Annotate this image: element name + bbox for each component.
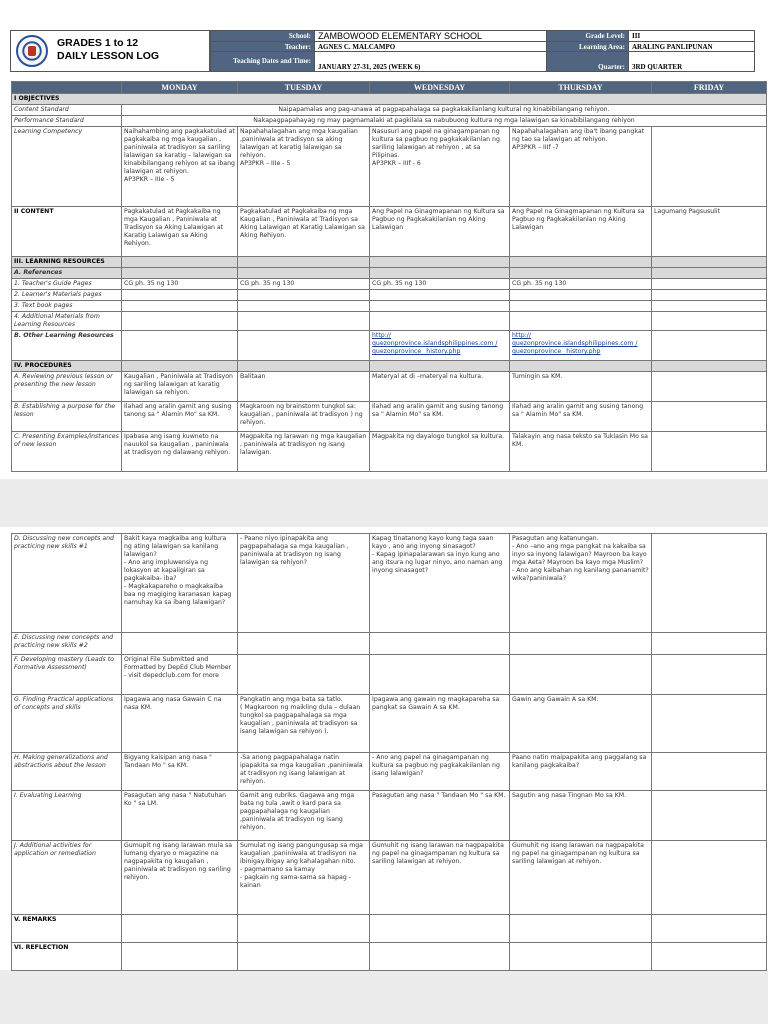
resource-link[interactable]: http:// quezonprovince.islandsphilippines.com / quezonprovince_ history.php bbox=[510, 331, 652, 361]
procedure-cell bbox=[652, 432, 767, 472]
resources-heading: III. LEARNING RESOURCES bbox=[12, 257, 122, 268]
competency-cell bbox=[652, 127, 767, 207]
area-value: ARALING PANLIPUNAN bbox=[629, 42, 755, 52]
procedure-row bbox=[12, 841, 767, 915]
teacher-value: AGNES C. MALCAMPO bbox=[315, 42, 547, 52]
tg-pages-label: 1. Teacher's Guide Pages bbox=[12, 279, 122, 290]
content-cell: Pagkakatulad at Pagkakaiba ng mga Kaugalian , Paniniwala at Tradisyon sa Aking Lalawigan at Karatig Lalawigan sa Aking Rehiyon. bbox=[122, 207, 238, 257]
procedure-cell: Ipagawa ang nasa Gawain C na nasa KM. bbox=[122, 695, 238, 753]
procedure-cell: Balitaan bbox=[238, 372, 370, 402]
objectives-heading: I OBJECTIVES bbox=[12, 94, 767, 105]
procedure-cell: - Paano niyo ipinapakita ang pagpapahalaga sa mga kaugalian , paniniwala at tradisyon ng isang lalawigan sa rehiyon? bbox=[238, 534, 370, 633]
tg-pages-cell: CG ph. 35 ng 130 bbox=[122, 279, 238, 290]
tg-pages-cell: CG ph. 35 ng 130 bbox=[370, 279, 510, 290]
day-header: TUESDAY bbox=[238, 82, 370, 94]
references-label: A. References bbox=[12, 268, 122, 279]
procedure-row bbox=[12, 655, 767, 695]
grade-label: Grade Level: bbox=[547, 31, 629, 42]
procedure-cell: Sagutin ang nasa Tingnan Mo sa KM. bbox=[510, 791, 652, 841]
procedure-row bbox=[12, 695, 767, 753]
teacher-label: Teacher: bbox=[211, 42, 315, 52]
content-cell: Pagkakatulad at Pagkakaiba ng mga Kaugalian , Paniniwala at Tradisyon sa Aking Lalawigan at Karatig Lalawigan sa Aking Rehiyon. bbox=[238, 207, 370, 257]
lesson-log-table-2 bbox=[11, 533, 767, 971]
procedure-label: J. Additional activities for application or remediation bbox=[12, 841, 122, 915]
other-resources-cell bbox=[238, 331, 370, 361]
procedure-row bbox=[12, 791, 767, 841]
procedure-cell: Gumuhit ng isang larawan na nagpapakita ng papel na ginagampanan ng kultura sa sariling lalawigan at rehiyon. bbox=[510, 841, 652, 915]
procedure-cell: Talakayin ang nasa teksto sa Tuklasin Mo sa KM. bbox=[510, 432, 652, 472]
procedures-heading: IV. PROCEDURES bbox=[12, 361, 122, 372]
quarter-value: 3RD QUARTER bbox=[629, 52, 755, 72]
lm-pages-label: 2. Learner's Materials pages bbox=[12, 290, 122, 301]
lesson-log-page-2 bbox=[0, 527, 768, 970]
procedure-cell bbox=[652, 633, 767, 655]
procedure-cell: Pasagutan ang nasa " Tandaan Mo " sa KM. bbox=[370, 791, 510, 841]
school-value: ZAMBOWOOD ELEMENTARY SCHOOL bbox=[315, 31, 547, 42]
content-cell: Ang Papel na Ginagmapanan ng Kultura sa Pagbuo ng Pagkakakilanlan ng Aking Lalawigan bbox=[510, 207, 652, 257]
other-resources-label: B. Other Learning Resources bbox=[12, 331, 122, 361]
procedure-cell: Magpakita ng larawan ng mga kaugalian , paniniwala at tradisyon ng isang lalawigan. bbox=[238, 432, 370, 472]
grade-value: III bbox=[629, 31, 755, 42]
area-label: Learning Area: bbox=[547, 42, 629, 52]
procedure-row bbox=[12, 402, 767, 432]
lesson-log-page-1 bbox=[0, 0, 768, 479]
procedure-cell bbox=[652, 655, 767, 695]
procedure-cell: Gawin ang Gawain A sa KM. bbox=[510, 695, 652, 753]
procedure-label: C. Presenting Examples/instances of new lesson bbox=[12, 432, 122, 472]
procedure-row bbox=[12, 372, 767, 402]
procedure-cell: Ilahad ang aralin gamit ang susing tanong sa " Alamin Mo" sa KM. bbox=[370, 402, 510, 432]
procedure-cell: Gumupit ng isang larawan mula sa lumang dyaryo o magazine na nagpapakita ng kaugalian , paniniwala at tradisyon ng sariling rehiyon. bbox=[122, 841, 238, 915]
content-standard-text: Naipapamalas ang pag-unawa at pagpapahalaga sa pagkakakilanlang kultural ng kinabibilangang rehiyon. bbox=[122, 105, 767, 116]
tg-pages-cell: CG ph. 35 ng 130 bbox=[238, 279, 370, 290]
procedure-cell: Ilahad ang aralin gamit ang susing tanong sa " Alamin Mo" sa KM. bbox=[510, 402, 652, 432]
procedure-cell bbox=[652, 372, 767, 402]
textbook-pages-label: 3. Text book pages bbox=[12, 301, 122, 312]
dates-label: Teaching Dates and Time: bbox=[211, 52, 315, 72]
procedure-cell: Materyal at di –materyal na kultura. bbox=[370, 372, 510, 402]
tg-pages-cell bbox=[652, 279, 767, 290]
procedure-cell: Gamit ang rubriks. Gagawa ang mga bata ng tula ,awit o kard para sa pagpapahalaga ng kaugalian ,paniniwala at tradisyon ng isang rehiyon. bbox=[238, 791, 370, 841]
remarks-label: V. REMARKS bbox=[12, 915, 122, 943]
content-standard-label: Content Standard bbox=[12, 105, 122, 116]
content-cell: Ang Papel na Ginagmapanan ng Kultura sa Pagbuo ng Pagkakakilanlan ng Aking Lalawigan bbox=[370, 207, 510, 257]
procedure-cell: Gumuhit ng isang larawan na nagpapakita ng papel na ginagampanan ng kultura sa sariling lalawigan at rehiyon. bbox=[370, 841, 510, 915]
procedure-label: B. Establishing a purpose for the lesson bbox=[12, 402, 122, 432]
procedure-label: I. Evaluating Learning bbox=[12, 791, 122, 841]
procedure-cell bbox=[510, 633, 652, 655]
procedure-cell bbox=[510, 655, 652, 695]
procedure-cell: Paano natin maipapakita ang paggalang sa kanilang pagkakaiba? bbox=[510, 753, 652, 791]
procedure-cell: Pasagutan ang katanungan. - Ano –ano ang mga pangkat na kakaiba sa inyo sa inyong lalawigan? Mayroon ba kayo mga Aeta? Mayroon ba kayo mga Muslim? - Ano ang kaibahan ng kanilang pananamit?wika?paniniwala? bbox=[510, 534, 652, 633]
competency-label: Learning Competency bbox=[12, 127, 122, 207]
procedure-cell: Bigyang kaisipan ang nasa " Tandaan Mo " sa KM. bbox=[122, 753, 238, 791]
procedure-cell bbox=[652, 841, 767, 915]
other-resources-cell bbox=[652, 331, 767, 361]
corner-cell bbox=[12, 82, 122, 94]
procedure-cell bbox=[370, 655, 510, 695]
procedure-row bbox=[12, 753, 767, 791]
procedure-cell bbox=[652, 402, 767, 432]
procedure-cell: Pangkatin ang mga bata sa tatlo. ( Magkaroon ng maikling dula – dulaan tungkol sa pagpapahalaga sa mga kaugalian , paniniwala at tradisyon sa isang lalawigan sa rehiyon ). bbox=[238, 695, 370, 753]
reflection-label: VI. REFLECTION bbox=[12, 943, 122, 971]
day-header-row bbox=[12, 82, 767, 94]
lesson-log-table-1 bbox=[11, 81, 767, 472]
header-info-table bbox=[210, 30, 755, 72]
procedure-cell bbox=[652, 695, 767, 753]
header-title-box bbox=[10, 30, 210, 72]
quarter-label: Quarter: bbox=[547, 52, 629, 72]
day-header: MONDAY bbox=[122, 82, 238, 94]
resource-link[interactable]: http:// quezonprovince.islandsphilippines.com / quezonprovince_ history.php bbox=[370, 331, 510, 361]
content-cell: Lagumang Pagsusulit bbox=[652, 207, 767, 257]
procedure-cell: Pasagutan ang nasa " Natutuhan Ko " sa LM. bbox=[122, 791, 238, 841]
procedure-row bbox=[12, 534, 767, 633]
tg-pages-cell: CG ph. 35 ng 130 bbox=[510, 279, 652, 290]
additional-materials-label: 4. Additional Materials from Learning Resources bbox=[12, 312, 122, 331]
procedure-cell: Sumulat ng isang pangungusap sa mga kaugalian ,paniniwala at tradisyon na ibinigay.Ibigay ang kahalagahan nito. - pagmamano sa kamay - pagkain ng sama-sama sa hapag - kainan bbox=[238, 841, 370, 915]
other-resources-cell bbox=[122, 331, 238, 361]
competency-cell: Naihahambing ang pagkakatulad at pagkakaiba ng mga kaugalian , paniniwala at tradisyon sa sariling lalawigan sa karatig – lalawigan sa kinabibilangang rehiyon at sa ibang lalawigan at rehiyon. AP3PKR – IIIe - 5 bbox=[122, 127, 238, 207]
school-label: School: bbox=[211, 31, 315, 42]
procedure-cell bbox=[122, 633, 238, 655]
procedure-label: F. Developing mastery (Leads to Formative Assessment) bbox=[12, 655, 122, 695]
title-line-2: DAILY LESSON LOG bbox=[57, 50, 160, 62]
procedure-cell: Kapag tinatanong kayo kung taga saan kayo , ano ang inyong sinasagot? - Kapag ipinapalarawan sa inyo kung ano ang itsura ng lugar ninyo, ano naman ang inyong sinasagot? bbox=[370, 534, 510, 633]
procedure-cell: - Ano ang papel na ginagampanan ng kultura sa pagbuo ng pagkakakilanlan ng isang lalawigan? bbox=[370, 753, 510, 791]
day-header: THURSDAY bbox=[510, 82, 652, 94]
procedure-label: G. Finding Practical applications of concepts and skills bbox=[12, 695, 122, 753]
procedure-label: H. Making generalizations and abstractions about the lesson bbox=[12, 753, 122, 791]
procedure-cell: Ipabasa ang isang kuwneto na nauukol sa kaugalian , paniniwala at tradisyon ng dalawang rehiyon. bbox=[122, 432, 238, 472]
competency-cell: Nasusuri ang papel na ginagampanan ng kultura sa pagbuo ng pagkakakilanlan ng sariling lalawigan at rehiyon , at sa Pilipinas. AP3PKR – IIIf - 6 bbox=[370, 127, 510, 207]
procedure-row bbox=[12, 633, 767, 655]
procedure-cell: Ipagawa ang gawain ng magkapareha sa pangkat sa Gawain A sa KM. bbox=[370, 695, 510, 753]
procedure-cell: -Sa anong pagpapahalaga natin ipapakita sa mga kaugalian ,paniniwala at tradisyon ng isang lalawigan at rehiyon. bbox=[238, 753, 370, 791]
procedure-cell: Magpakita ng dayalogo tungkol sa kultura. bbox=[370, 432, 510, 472]
procedure-cell bbox=[652, 791, 767, 841]
performance-standard-label: Performance Standard bbox=[12, 116, 122, 127]
procedure-cell bbox=[238, 655, 370, 695]
procedure-cell: Tumingin sa KM. bbox=[510, 372, 652, 402]
procedure-cell: Bakit kaya magkaiba ang kultura ng ating lalawigan sa kanilang lalawigan? - Ano ang impluwensiya ng lokasyon at kapaligiran sa pagkakaiba- iba? - Magkakapareho o magkakaiba baa ng magiging karanasan kapag namuhay ka sa ibang lalawigan? bbox=[122, 534, 238, 633]
procedure-cell: Ilahad ang aralin gamit ang susing tanong sa " Alamin Mo" sa KM. bbox=[122, 402, 238, 432]
title-line-1: GRADES 1 to 12 bbox=[57, 37, 139, 49]
procedure-cell: Original File Submitted and Formatted by DepEd Club Member - visit depedclub.com for more bbox=[122, 655, 238, 695]
procedure-cell: Magkaroon ng brainstorm tungkol sa: kaugalian , paniniwala at tradisyon ) ng rehiyon. bbox=[238, 402, 370, 432]
procedure-cell bbox=[238, 633, 370, 655]
procedure-cell: Kaugalian , Paniniwala at Tradisyon ng sariling lalawigan at karatig lalawigan sa rehiyon. bbox=[122, 372, 238, 402]
deped-seal-logo bbox=[16, 35, 48, 67]
procedure-label: E. Discussing new concepts and practicing new skills #2 bbox=[12, 633, 122, 655]
procedure-cell bbox=[652, 753, 767, 791]
competency-cell: Napahahalagahan ang iba't ibang pangkat ng tao sa lalawigan at rehiyon. AP3PKR – IIIf -7 bbox=[510, 127, 652, 207]
procedure-cell bbox=[370, 633, 510, 655]
content-label: II CONTENT bbox=[12, 207, 122, 257]
procedure-cell bbox=[652, 534, 767, 633]
competency-cell: Napahahalagahan ang mga kaugalian ,paniniwala at tradisyon sa aking lalawigan at karatig lalawigan sa rehiyon. AP3PKR – IIIe - 5 bbox=[238, 127, 370, 207]
procedure-label: A. Reviewing previous lesson or presenting the new lesson bbox=[12, 372, 122, 402]
day-header: WEDNESDAY bbox=[370, 82, 510, 94]
procedure-row bbox=[12, 432, 767, 472]
day-header: FRIDAY bbox=[652, 82, 767, 94]
performance-standard-text: Nakapagpapahayag ng may pagmamalaki at pagkilala sa nabubuong kultura ng mga lalawigan sa kinabibilangang rehiyon bbox=[122, 116, 767, 127]
dates-value: JANUARY 27-31, 2025 (WEEK 6) bbox=[315, 52, 547, 72]
procedure-label: D. Discussing new concepts and practicing new skills #1 bbox=[12, 534, 122, 633]
